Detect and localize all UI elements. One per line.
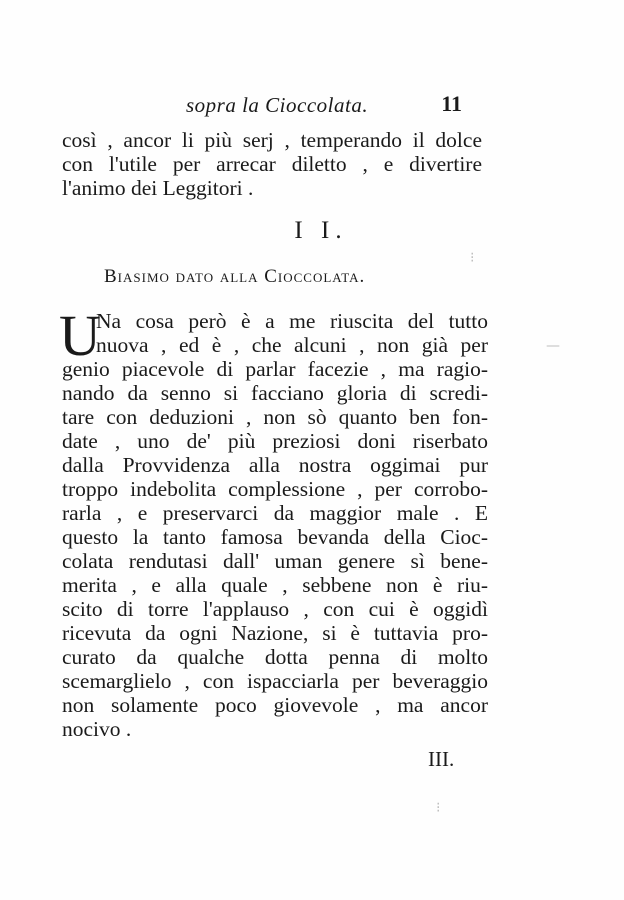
text-line: tare con deduzioni , non sò quanto ben fon-	[62, 405, 488, 429]
text-line: genio piacevole di parlar facezie , ma ragio-	[62, 357, 488, 381]
text-line: nuova , ed è , che alcuni , non già per	[96, 333, 488, 357]
text-line: colata rendutasi dall' uman genere sì bene-	[62, 549, 488, 573]
text-line: nocivo .	[62, 717, 132, 741]
ink-mark: ⁝	[470, 250, 475, 266]
text-line: date , uno de' più preziosi doni riserbato	[62, 429, 488, 453]
text-line: con l'utile per arrecar diletto , e divertire	[62, 152, 482, 176]
section-number: I I.	[294, 217, 348, 244]
text-line: ricevuta da ogni Nazione, si è tuttavia pro-	[62, 621, 488, 645]
text-line: scemarglielo , con ispacciarla per beveraggio	[62, 669, 488, 693]
text-line: non solamente poco giovevole , ma ancor	[62, 693, 488, 717]
text-line: questo la tanto famosa bevanda della Cioc-	[62, 525, 488, 549]
section-heading: Biasimo dato alla Cioccolata.	[104, 266, 366, 287]
ink-mark: ⁝	[436, 800, 441, 816]
ink-mark: —	[546, 338, 560, 354]
body-paragraph	[59, 303, 488, 741]
catchword: III.	[428, 747, 455, 771]
text-line: nando da senno si facciano gloria di scredi-	[62, 381, 488, 405]
running-title: sopra la Cioccolata.	[186, 93, 369, 117]
text-line: troppo indebolita complessione , per corrobo-	[62, 477, 488, 501]
text-line: curato da qualche dotta penna di molto	[62, 645, 488, 669]
text-line: rarla , e preservarci da maggior male . E	[62, 501, 488, 525]
text-line: così , ancor li più serj , temperando il dolce	[62, 128, 482, 152]
text-line: scito di torre l'applauso , con cui è oggidì	[62, 597, 488, 621]
text-line: l'animo dei Leggitori .	[62, 176, 254, 200]
text-line: merita , e alla quale , sebbene non è riu-	[62, 573, 488, 597]
running-head	[186, 93, 466, 119]
carry-over-paragraph	[62, 128, 482, 200]
page-number: 11	[441, 91, 462, 116]
text-line: Na cosa però è a me riuscita del tutto	[96, 309, 488, 333]
drop-cap: U	[59, 303, 101, 368]
text-line: dalla Provvidenza alla nostra oggimai pur	[62, 453, 488, 477]
